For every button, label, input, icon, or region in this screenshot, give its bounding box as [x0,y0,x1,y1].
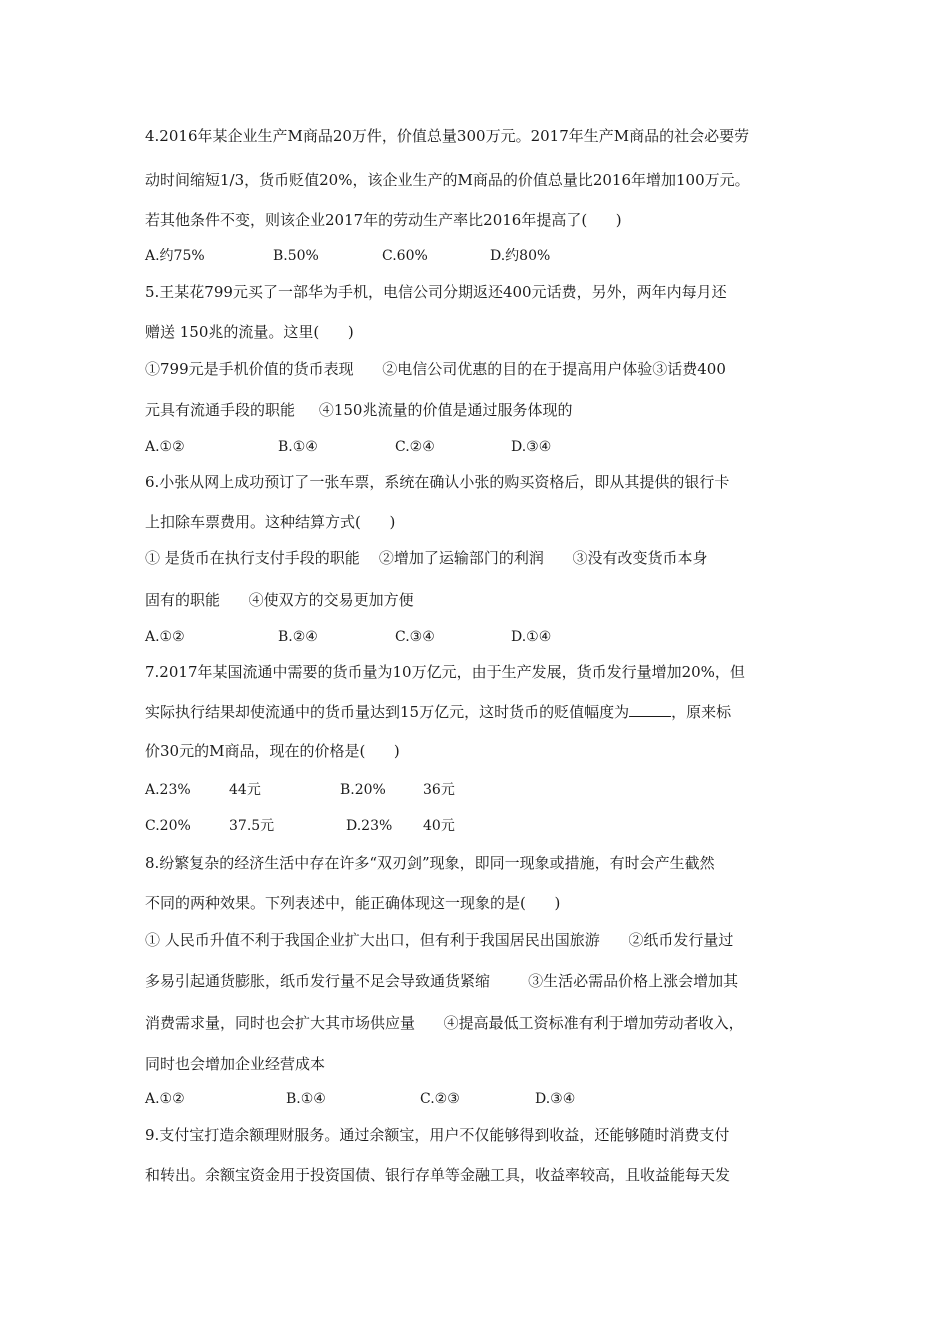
q6-line-1: 6.小张从网上成功预订了一张车票，系统在确认小张的购买资格后，即从其提供的银行卡 [145,473,730,491]
q7-line-2 [145,702,731,722]
q7-line-2-tail: ，原来标 [671,703,732,721]
q4-line-2: 动时间缩短1/3，货币贬值20%，该企业生产的M商品的价值总量比2016年增加100万元。 [145,171,750,189]
q7-option-c: C.20% [145,818,191,834]
q6-line-2: 上扣除车票费用。这种结算方式( ) [145,513,396,531]
q7-line-1: 7.2017年某国流通中需要的货币量为10万亿元，由于生产发展，货币发行量增加20%，但 [145,663,745,681]
q7-option-a: A.23% [145,782,191,798]
q8-option-b: B.①④ [286,1091,326,1107]
q8-line-5: 消费需求量，同时也会扩大其市场供应量 ④提高最低工资标准有利于增加劳动者收入， [145,1014,744,1032]
q8-option-a: A.①② [145,1091,185,1107]
q8-line-3: ① 人民币升值不利于我国企业扩大出口，但有利于我国居民出国旅游 ②纸币发行量过 [145,931,734,949]
q5-line-1: 5.王某花799元买了一部华为手机，电信公司分期返还400元话费，另外，两年内每月还 [145,283,727,301]
q4-line-3: 若其他条件不变，则该企业2017年的劳动生产率比2016年提高了( ) [145,211,622,229]
q8-line-4: 多易引起通货膨胀，纸币发行量不足会导致通货紧缩 ③生活必需品价格上涨会增加其 [145,972,739,990]
q4-option-c: C.60% [382,248,428,264]
q8-option-d: D.③④ [535,1091,576,1107]
q7-option-c-price: 37.5元 [229,818,275,834]
q5-option-b: B.①④ [278,439,318,455]
q6-option-a: A.①② [145,629,185,645]
q4-option-d: D.约80% [490,248,551,264]
q5-line-3: ①799元是手机价值的货币表现 ②电信公司优惠的目的在于提高用户体验③话费400 [145,360,726,378]
q5-option-a: A.①② [145,439,185,455]
q8-line-2: 不同的两种效果。下列表述中，能正确体现这一现象的是( ) [145,894,561,912]
q4-line-1: 4.2016年某企业生产M商品20万件，价值总量300万元。2017年生产M商品的社会必要劳 [145,127,750,145]
q7-line-2-text: 实际执行结果却使流通中的货币量达到15万亿元，这时货币的贬值幅度为 [145,703,630,721]
q6-option-c: C.③④ [395,629,435,645]
q9-line-1: 9.支付宝打造余额理财服务。通过余额宝，用户不仅能够得到收益，还能够随时消费支付 [145,1126,730,1144]
q7-option-b-price: 36元 [423,782,455,798]
q5-line-4: 元具有流通手段的职能 ④150兆流量的价值是通过服务体现的 [145,401,573,419]
q8-option-c: C.②③ [420,1091,460,1107]
q8-line-1: 8.纷繁复杂的经济生活中存在许多“双刃剑”现象，即同一现象或措施，有时会产生截然 [145,854,715,872]
q4-option-b: B.50% [273,248,319,264]
q7-line-3: 价30元的M商品，现在的价格是( ) [145,742,400,760]
q7-option-d: D.23% [346,818,393,834]
q8-line-6: 同时也会增加企业经营成本 [145,1055,326,1073]
q6-line-3: ① 是货币在执行支付手段的职能 ②增加了运输部门的利润 ③没有改变货币本身 [145,549,708,567]
q5-option-d: D.③④ [511,439,552,455]
q6-line-4: 固有的职能 ④使双方的交易更加方便 [145,591,414,609]
q9-line-2: 和转出。余额宝资金用于投资国债、银行存单等金融工具，收益率较高，且收益能每天发 [145,1166,731,1184]
q5-line-2: 赠送 150兆的流量。这里( ) [145,323,354,341]
q6-option-d: D.①④ [511,629,552,645]
q7-option-b: B.20% [340,782,386,798]
answer-blank [629,702,671,717]
q7-option-a-price: 44元 [229,782,261,798]
q4-option-a: A.约75% [145,248,205,264]
q7-option-d-price: 40元 [423,818,455,834]
q6-option-b: B.②④ [278,629,318,645]
q5-option-c: C.②④ [395,439,435,455]
